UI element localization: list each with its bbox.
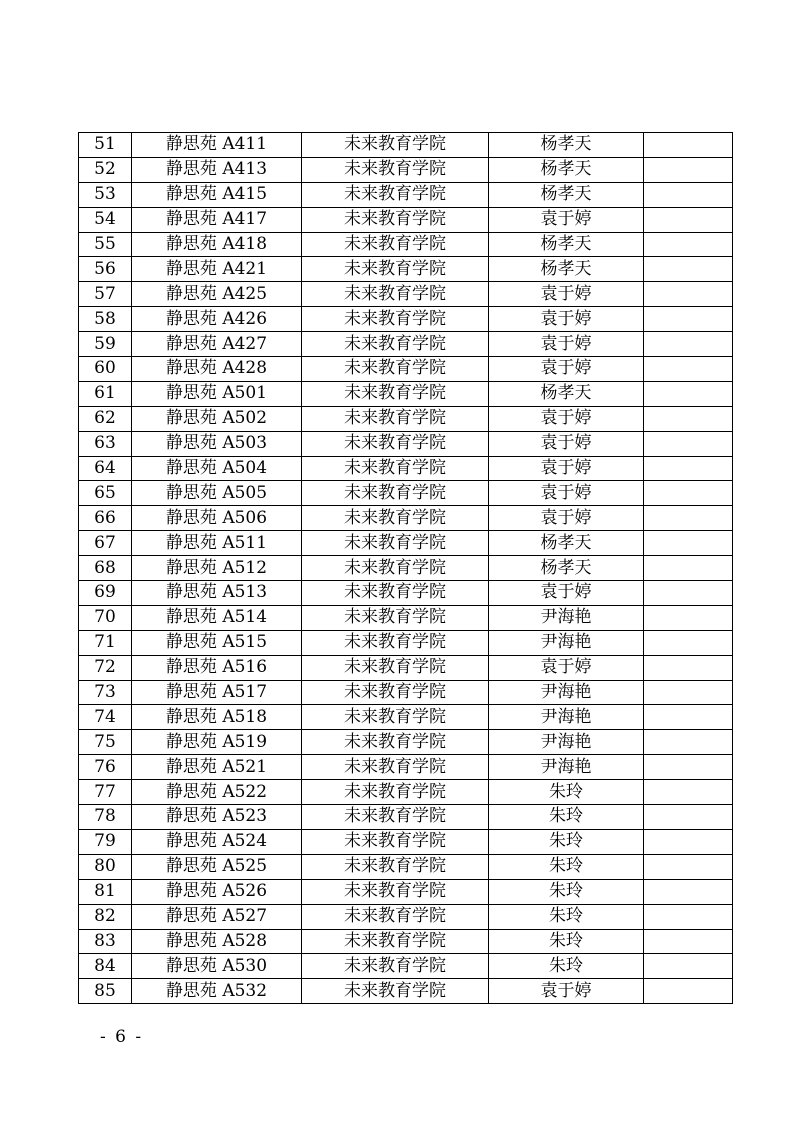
counselor-name-cell: 杨孝天 [489,381,644,406]
college-cell: 未来教育学院 [302,531,489,556]
row-number-cell: 64 [79,456,132,481]
table-row [79,605,733,630]
row-number-cell: 85 [79,979,132,1004]
college-cell: 未来教育学院 [302,655,489,680]
row-number-cell: 71 [79,630,132,655]
note-cell [644,755,733,780]
row-number-cell: 63 [79,431,132,456]
room-cell: 静思苑 A505 [132,481,302,506]
note-cell [644,929,733,954]
college-cell: 未来教育学院 [302,207,489,232]
row-number-cell: 67 [79,531,132,556]
note-cell [644,879,733,904]
row-number-cell: 72 [79,655,132,680]
room-cell: 静思苑 A427 [132,332,302,357]
row-number-cell: 59 [79,332,132,357]
college-cell: 未来教育学院 [302,605,489,630]
college-cell: 未来教育学院 [302,133,489,158]
room-cell: 静思苑 A527 [132,904,302,929]
room-cell: 静思苑 A521 [132,755,302,780]
note-cell [644,207,733,232]
note-cell [644,979,733,1004]
college-cell: 未来教育学院 [302,854,489,879]
room-cell: 静思苑 A502 [132,406,302,431]
note-cell [644,630,733,655]
college-cell: 未来教育学院 [302,780,489,805]
counselor-name-cell: 尹海艳 [489,630,644,655]
row-number-cell: 65 [79,481,132,506]
college-cell: 未来教育学院 [302,381,489,406]
room-cell: 静思苑 A515 [132,630,302,655]
room-cell: 静思苑 A522 [132,780,302,805]
table-row [79,406,733,431]
college-cell: 未来教育学院 [302,805,489,830]
row-number-cell: 69 [79,581,132,606]
row-number-cell: 82 [79,904,132,929]
counselor-name-cell: 杨孝天 [489,182,644,207]
table-row [79,207,733,232]
college-cell: 未来教育学院 [302,481,489,506]
college-cell: 未来教育学院 [302,755,489,780]
row-number-cell: 77 [79,780,132,805]
counselor-name-cell: 袁于婷 [489,979,644,1004]
counselor-name-cell: 袁于婷 [489,506,644,531]
note-cell [644,854,733,879]
college-cell: 未来教育学院 [302,282,489,307]
counselor-name-cell: 杨孝天 [489,556,644,581]
counselor-name-cell: 尹海艳 [489,605,644,630]
room-cell: 静思苑 A512 [132,556,302,581]
college-cell: 未来教育学院 [302,232,489,257]
note-cell [644,954,733,979]
table-row [79,854,733,879]
row-number-cell: 81 [79,879,132,904]
counselor-name-cell: 袁于婷 [489,481,644,506]
note-cell [644,780,733,805]
row-number-cell: 56 [79,257,132,282]
note-cell [644,904,733,929]
college-cell: 未来教育学院 [302,332,489,357]
counselor-name-cell: 朱玲 [489,904,644,929]
room-cell: 静思苑 A504 [132,456,302,481]
room-cell: 静思苑 A411 [132,133,302,158]
room-cell: 静思苑 A516 [132,655,302,680]
room-cell: 静思苑 A426 [132,307,302,332]
college-cell: 未来教育学院 [302,954,489,979]
room-cell: 静思苑 A511 [132,531,302,556]
row-number-cell: 73 [79,680,132,705]
room-cell: 静思苑 A526 [132,879,302,904]
table-row [79,780,733,805]
table-row [79,829,733,854]
college-cell: 未来教育学院 [302,431,489,456]
note-cell [644,282,733,307]
counselor-name-cell: 杨孝天 [489,133,644,158]
table-row [79,531,733,556]
college-cell: 未来教育学院 [302,456,489,481]
college-cell: 未来教育学院 [302,979,489,1004]
counselor-name-cell: 袁于婷 [489,406,644,431]
counselor-name-cell: 袁于婷 [489,207,644,232]
room-cell: 静思苑 A517 [132,680,302,705]
dormitory-roster-table [78,132,733,1004]
college-cell: 未来教育学院 [302,705,489,730]
college-cell: 未来教育学院 [302,730,489,755]
counselor-name-cell: 袁于婷 [489,357,644,382]
note-cell [644,232,733,257]
room-cell: 静思苑 A428 [132,357,302,382]
counselor-name-cell: 朱玲 [489,929,644,954]
room-cell: 静思苑 A528 [132,929,302,954]
room-cell: 静思苑 A501 [132,381,302,406]
note-cell [644,357,733,382]
table-row [79,381,733,406]
row-number-cell: 57 [79,282,132,307]
college-cell: 未来教育学院 [302,506,489,531]
college-cell: 未来教育学院 [302,630,489,655]
college-cell: 未来教育学院 [302,357,489,382]
college-cell: 未来教育学院 [302,879,489,904]
row-number-cell: 70 [79,605,132,630]
table-row [79,182,733,207]
note-cell [644,581,733,606]
counselor-name-cell: 袁于婷 [489,655,644,680]
room-cell: 静思苑 A503 [132,431,302,456]
college-cell: 未来教育学院 [302,581,489,606]
note-cell [644,705,733,730]
table-row [79,431,733,456]
counselor-name-cell: 袁于婷 [489,431,644,456]
room-cell: 静思苑 A524 [132,829,302,854]
room-cell: 静思苑 A513 [132,581,302,606]
counselor-name-cell: 朱玲 [489,879,644,904]
table-row [79,332,733,357]
row-number-cell: 75 [79,730,132,755]
room-cell: 静思苑 A532 [132,979,302,1004]
table-row [79,630,733,655]
row-number-cell: 78 [79,805,132,830]
note-cell [644,481,733,506]
college-cell: 未来教育学院 [302,307,489,332]
table-row [79,805,733,830]
row-number-cell: 68 [79,556,132,581]
counselor-name-cell: 朱玲 [489,854,644,879]
table-row [79,282,733,307]
counselor-name-cell: 袁于婷 [489,307,644,332]
room-cell: 静思苑 A418 [132,232,302,257]
roster-table-body [79,133,733,1004]
counselor-name-cell: 尹海艳 [489,755,644,780]
counselor-name-cell: 朱玲 [489,954,644,979]
room-cell: 静思苑 A413 [132,157,302,182]
room-cell: 静思苑 A415 [132,182,302,207]
room-cell: 静思苑 A523 [132,805,302,830]
college-cell: 未来教育学院 [302,157,489,182]
note-cell [644,133,733,158]
room-cell: 静思苑 A514 [132,605,302,630]
table-row [79,755,733,780]
note-cell [644,531,733,556]
room-cell: 静思苑 A519 [132,730,302,755]
college-cell: 未来教育学院 [302,680,489,705]
room-cell: 静思苑 A525 [132,854,302,879]
table-row [79,133,733,158]
table-row [79,954,733,979]
counselor-name-cell: 袁于婷 [489,282,644,307]
note-cell [644,307,733,332]
counselor-name-cell: 朱玲 [489,805,644,830]
row-number-cell: 66 [79,506,132,531]
table-row [79,904,733,929]
row-number-cell: 55 [79,232,132,257]
note-cell [644,431,733,456]
counselor-name-cell: 朱玲 [489,829,644,854]
room-cell: 静思苑 A417 [132,207,302,232]
table-row [79,655,733,680]
college-cell: 未来教育学院 [302,829,489,854]
note-cell [644,257,733,282]
note-cell [644,730,733,755]
college-cell: 未来教育学院 [302,929,489,954]
room-cell: 静思苑 A425 [132,282,302,307]
college-cell: 未来教育学院 [302,904,489,929]
table-row [79,232,733,257]
note-cell [644,456,733,481]
counselor-name-cell: 尹海艳 [489,705,644,730]
table-row [79,506,733,531]
counselor-name-cell: 袁于婷 [489,332,644,357]
counselor-name-cell: 袁于婷 [489,581,644,606]
college-cell: 未来教育学院 [302,556,489,581]
note-cell [644,406,733,431]
table-row [79,979,733,1004]
table-row [79,456,733,481]
note-cell [644,157,733,182]
room-cell: 静思苑 A518 [132,705,302,730]
counselor-name-cell: 杨孝天 [489,257,644,282]
table-row [79,556,733,581]
note-cell [644,506,733,531]
table-row [79,157,733,182]
row-number-cell: 60 [79,357,132,382]
note-cell [644,381,733,406]
note-cell [644,556,733,581]
table-row [79,879,733,904]
college-cell: 未来教育学院 [302,182,489,207]
table-row [79,680,733,705]
table-row [79,307,733,332]
table-row [79,357,733,382]
room-cell: 静思苑 A530 [132,954,302,979]
row-number-cell: 58 [79,307,132,332]
college-cell: 未来教育学院 [302,406,489,431]
row-number-cell: 84 [79,954,132,979]
row-number-cell: 80 [79,854,132,879]
row-number-cell: 79 [79,829,132,854]
page-number: - 6 - [100,1027,144,1047]
counselor-name-cell: 朱玲 [489,780,644,805]
counselor-name-cell: 袁于婷 [489,456,644,481]
row-number-cell: 74 [79,705,132,730]
counselor-name-cell: 杨孝天 [489,157,644,182]
note-cell [644,680,733,705]
table-row [79,581,733,606]
counselor-name-cell: 杨孝天 [489,531,644,556]
row-number-cell: 53 [79,182,132,207]
table-row [79,705,733,730]
row-number-cell: 51 [79,133,132,158]
room-cell: 静思苑 A506 [132,506,302,531]
note-cell [644,182,733,207]
row-number-cell: 54 [79,207,132,232]
note-cell [644,829,733,854]
table-row [79,481,733,506]
row-number-cell: 83 [79,929,132,954]
counselor-name-cell: 尹海艳 [489,730,644,755]
row-number-cell: 76 [79,755,132,780]
table-row [79,257,733,282]
counselor-name-cell: 尹海艳 [489,680,644,705]
note-cell [644,605,733,630]
table-row [79,929,733,954]
room-cell: 静思苑 A421 [132,257,302,282]
note-cell [644,332,733,357]
college-cell: 未来教育学院 [302,257,489,282]
row-number-cell: 62 [79,406,132,431]
note-cell [644,655,733,680]
note-cell [644,805,733,830]
counselor-name-cell: 杨孝天 [489,232,644,257]
table-row [79,730,733,755]
row-number-cell: 52 [79,157,132,182]
row-number-cell: 61 [79,381,132,406]
